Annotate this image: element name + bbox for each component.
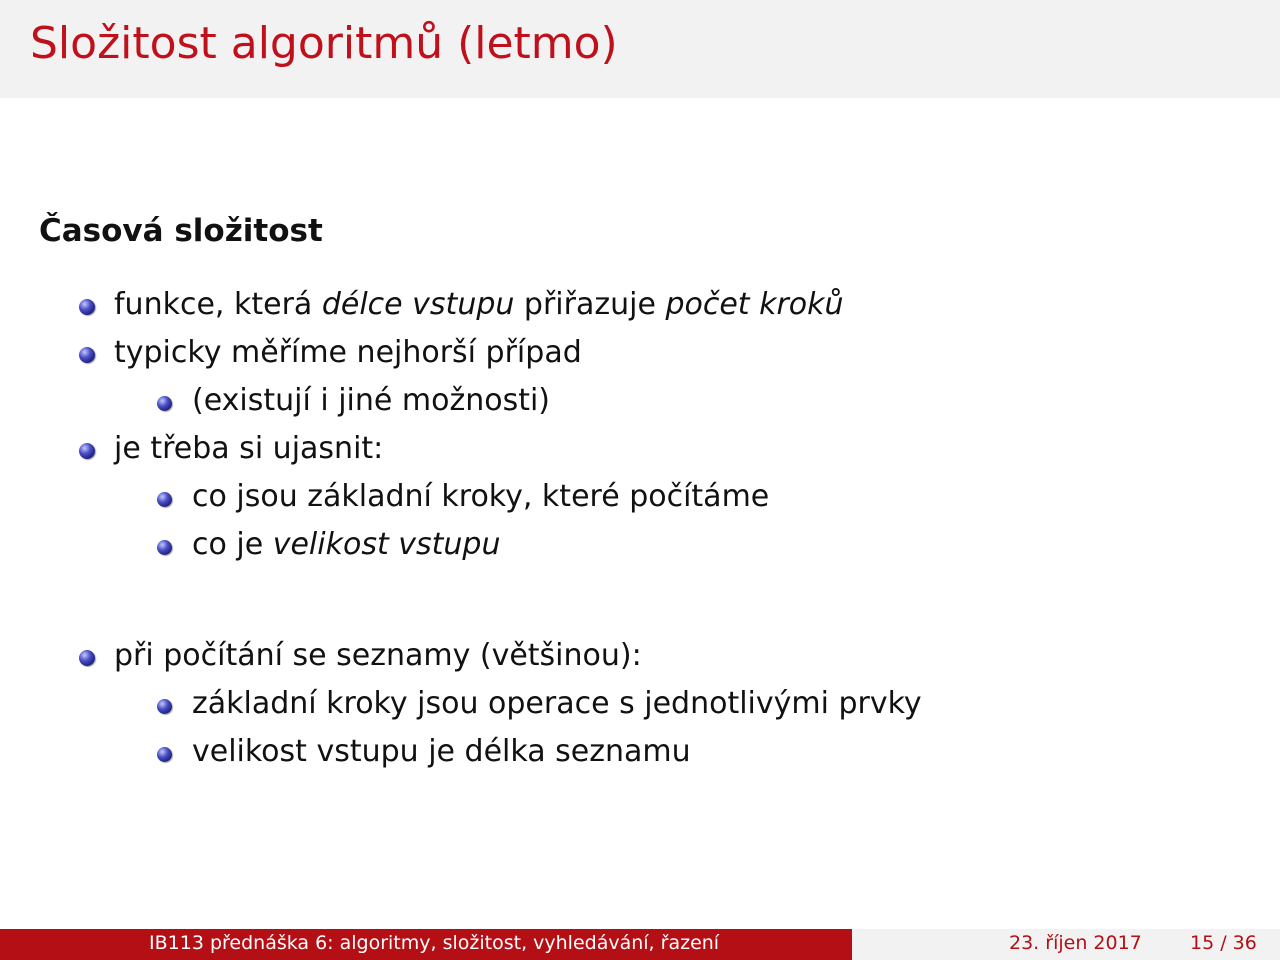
footer-page-number: 15 / 36 — [1190, 932, 1257, 954]
bullet-ball-icon — [79, 347, 95, 363]
footer-date: 23. říjen 2017 — [1009, 932, 1142, 954]
bullet-text-part: co je — [192, 527, 273, 562]
bullet-text: je třeba si ujasnit: — [114, 431, 384, 466]
bullet-text-part: funkce, která — [114, 287, 322, 322]
bullet-ball-icon — [79, 443, 95, 459]
footer-course-title: IB113 přednáška 6: algoritmy, složitost, vyhledávání, řazení — [149, 932, 720, 954]
section-heading: Časová složitost — [39, 213, 323, 249]
bullet-text: (existují i jiné možnosti) — [192, 383, 551, 418]
bullet-text: při počítání se seznamy (většinou): — [114, 638, 642, 673]
bullet-ball-icon — [157, 540, 172, 555]
bullet-text — [114, 287, 844, 322]
bullet-text: co jsou základní kroky, které počítáme — [192, 479, 770, 514]
bullet-text: typicky měříme nejhorší případ — [114, 335, 582, 370]
bullet-ball-icon — [79, 299, 95, 315]
bullet-ball-icon — [157, 747, 172, 762]
bullet-emphasis: velikost vstupu — [272, 527, 501, 562]
bullet-ball-icon — [157, 492, 172, 507]
bullet-emphasis: počet kroků — [665, 287, 844, 322]
bullet-text-part: přiřazuje — [514, 287, 666, 322]
slide-title: Složitost algoritmů (letmo) — [30, 18, 618, 69]
bullet-ball-icon — [79, 650, 95, 666]
bullet-text: základní kroky jsou operace s jednotlivými prvky — [192, 686, 922, 721]
bullet-ball-icon — [157, 699, 172, 714]
bullet-text — [192, 527, 501, 562]
bullet-ball-icon — [157, 396, 172, 411]
bullet-text: velikost vstupu je délka seznamu — [192, 734, 691, 769]
bullet-emphasis: délce vstupu — [321, 287, 515, 322]
